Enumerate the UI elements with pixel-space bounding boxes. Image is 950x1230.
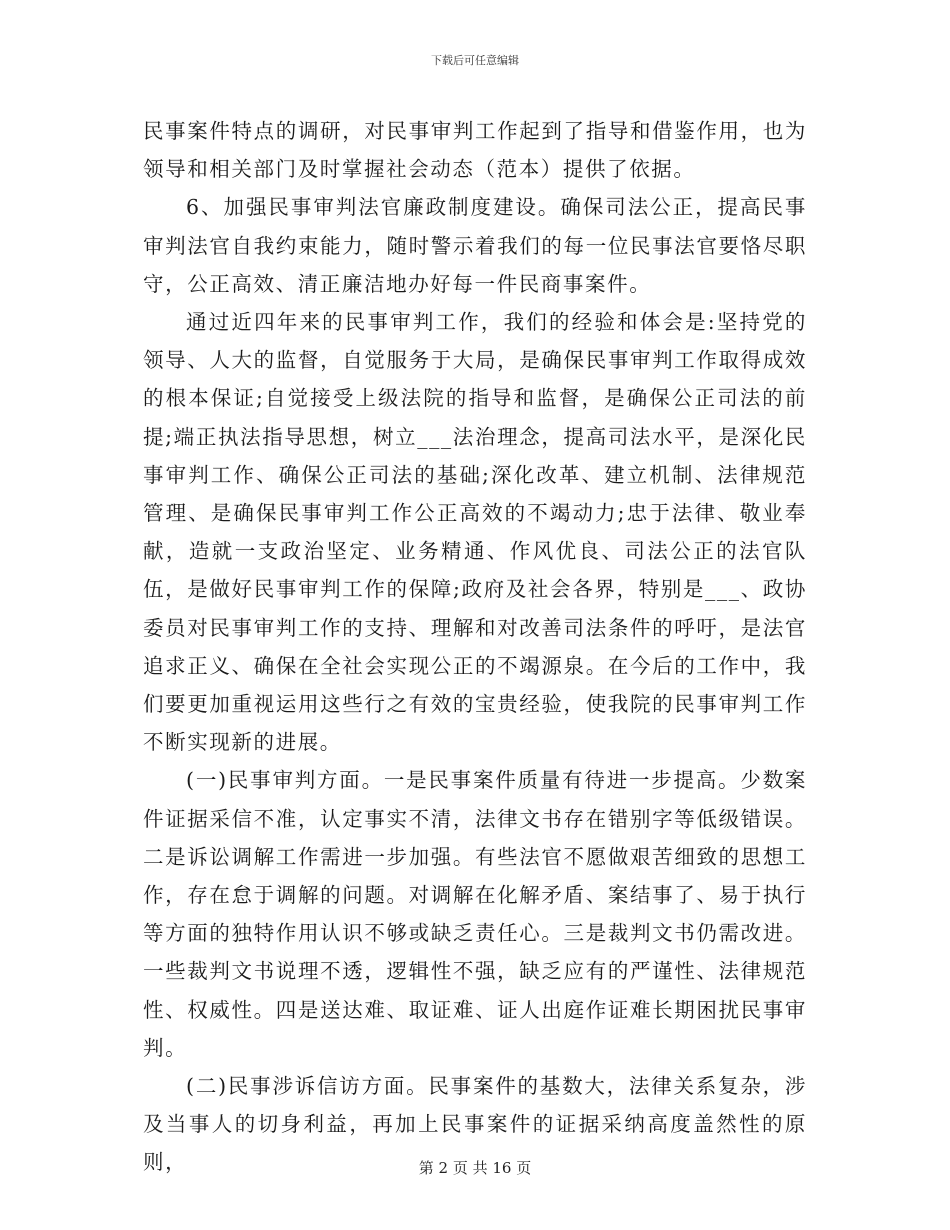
document-body bbox=[143, 112, 807, 1182]
paragraph-experience: 通过近四年来的民事审判工作，我们的经验和体会是:坚持党的领导、人大的监督，自觉服务于大局，是确保民事审判工作取得成效的根本保证;自觉接受上级法院的指导和监督，是确保公正司法的前提;端正执法指导思想，树立___法治理念，提高司法水平，是深化民事审判工作、确保公正司法的基础;深化改革、建立机制、法律规范管理、是确保民事审判工作公正高效的不竭动力;忠于法律、敬业奉献，造就一支政治坚定、业务精通、作风优良、司法公正的法官队伍，是做好民事审判工作的保障;政府及社会各界，特别是___、政协委员对民事审判工作的支持、理解和对改善司法条件的呼吁，是法官追求正义、确保在全社会实现公正的不竭源泉。在今后的工作中，我们要更加重视运用这些行之有效的宝贵经验，使我院的民事审判工作不断实现新的进展。 bbox=[143, 310, 807, 755]
page-header: 下载后可任意编辑 bbox=[431, 54, 519, 67]
paragraph-petition-issues: (二)民事涉诉信访方面。民事案件的基数大，法律关系复杂，涉及当事人的切身利益，再加上民事案件的证据采纳高度盖然性的原则， bbox=[143, 1074, 807, 1175]
page-number: 第 2 页 共 16 页 bbox=[418, 1159, 532, 1177]
paragraph-continuation: 民事案件特点的调研，对民事审判工作起到了指导和借鉴作用，也为领导和相关部门及时掌握社会动态（范本）提供了依据。 bbox=[143, 119, 807, 182]
paragraph-civil-trial-issues: (一)民事审判方面。一是民事案件质量有待进一步提高。少数案件证据采信不准，认定事实不清，法律文书存在错别字等低级错误。二是诉讼调解工作需进一步加强。有些法官不愿做艰苦细致的思想工作，存在怠于调解的问题。对调解在化解矛盾、案结事了、易于执行等方面的独特作用认识不够或缺乏责任心。三是裁判文书仍需改进。一些裁判文书说理不透，逻辑性不强，缺乏应有的严谨性、法律规范性、权威性。四是送达难、取证难、证人出庭作证难长期困扰民事审判。 bbox=[143, 768, 807, 1060]
paragraph-item-6: 6、加强民事审判法官廉政制度建设。确保司法公正，提高民事审判法官自我约束能力，随时警示着我们的每一位民事法官要恪尽职守，公正高效、清正廉洁地办好每一件民商事案件。 bbox=[143, 195, 807, 296]
